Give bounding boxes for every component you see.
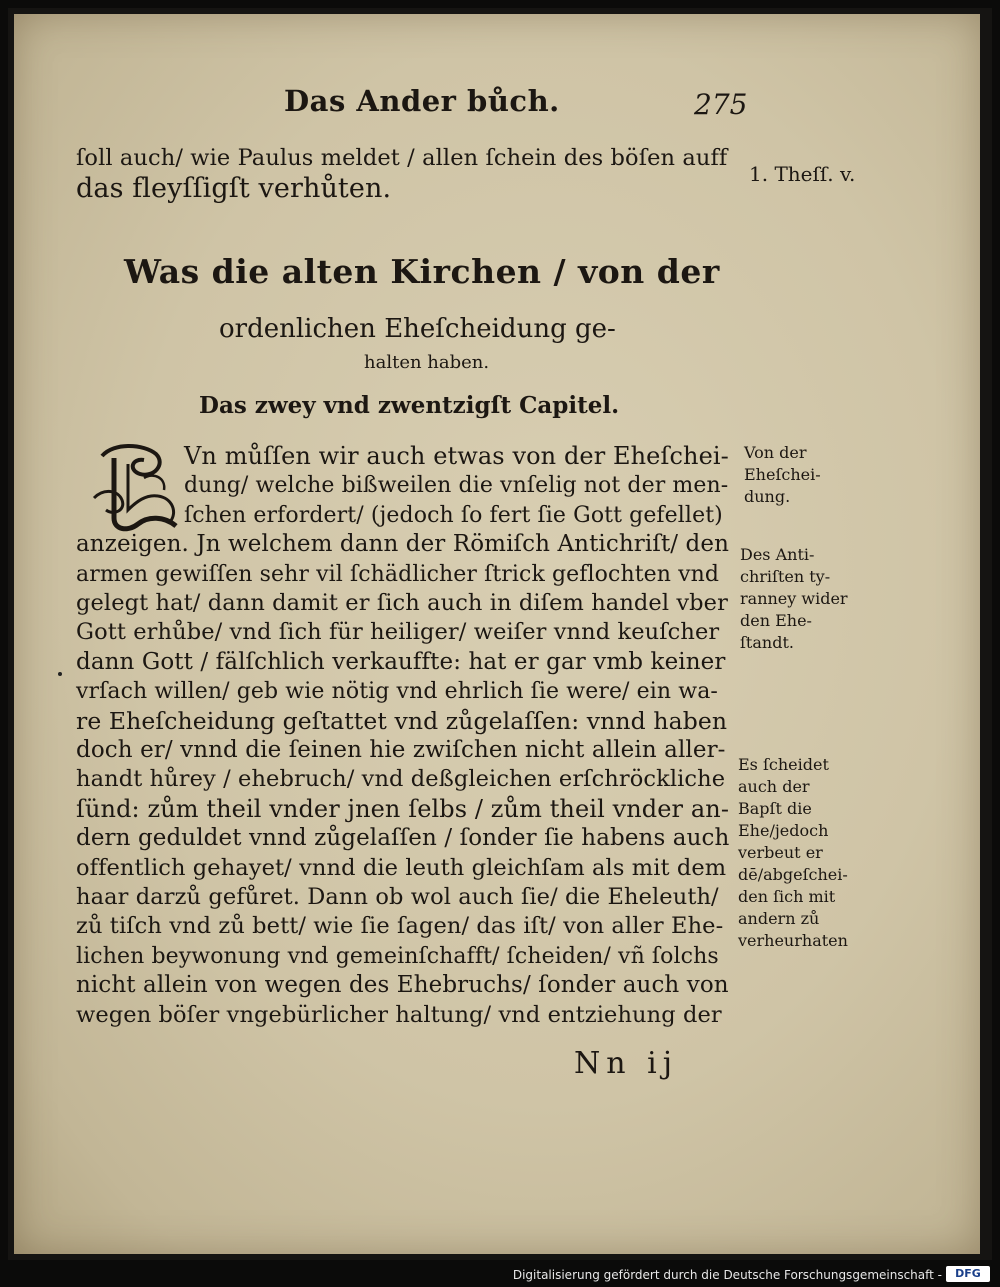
margin-note-line: ranney wider — [740, 589, 848, 608]
dfg-logo-icon: DFG — [946, 1266, 990, 1282]
body-line: dung/ welche bißweilen die vnſelig not der men- — [184, 473, 729, 499]
running-head: Das Ander bůch. — [284, 84, 560, 118]
body-line: haar darzů gefůret. Dann ob wol auch ſie/ die Eheleuth/ — [76, 884, 719, 910]
margin-note-line: auch der — [738, 777, 810, 796]
ink-dot — [58, 672, 62, 676]
margin-reference: 1. Theſſ. v. — [749, 162, 856, 186]
margin-note-pope — [738, 754, 858, 952]
footer-credit: Digitalisierung gefördert durch die Deutsche Forschungsgemeinschaft - — [512, 1268, 942, 1282]
margin-note-line: verbeut er — [738, 843, 823, 862]
section-heading: Was die alten Kirchen / von der — [124, 252, 720, 291]
intro-line: das fleyſſigſt verhůten. — [76, 173, 392, 204]
margin-note-line: chriſten ty- — [740, 567, 831, 586]
signature-mark: Nn ij — [574, 1046, 679, 1081]
body-line: ſchen erfordert/ (jedoch ſo fert ſie Gott gefellet) — [184, 502, 723, 528]
section-heading-line2: ordenlichen Eheſcheidung ge- — [219, 314, 616, 344]
body-line: ſünd: zům theil vnder jnen ſelbs / zům theil vnder an- — [76, 794, 730, 823]
body-line: nicht allein von wegen des Ehebruchs/ ſonder auch von — [76, 972, 729, 999]
body-line: anzeigen. Jn welchem dann der Römiſch Antichriſt/ den — [76, 531, 729, 558]
chapter-title: Das zwey vnd zwentzigſt Capitel. — [199, 392, 620, 419]
margin-note-divorce — [744, 442, 864, 508]
margin-note-line: Bapſt die — [738, 799, 812, 818]
intro-line: ſoll auch/ wie Paulus meldet / allen ſchein des böſen auff — [76, 145, 728, 171]
body-line: gelegt hat/ dann damit er ſich auch in diſem handel vber — [76, 590, 728, 616]
body-line: Gott erhůbe/ vnd ſich für heiliger/ weiſer vnnd keuſcher — [76, 619, 720, 646]
margin-note-line: dē/abgeſchei- — [738, 865, 848, 884]
margin-note-antichrist — [740, 544, 860, 654]
body-line: doch er/ vnnd die ſeinen hie zwiſchen nicht allein aller- — [76, 737, 726, 763]
margin-note-line: verheurhaten — [738, 931, 848, 950]
body-line: vrſach willen/ geb wie nötig vnd ehrlich ſie were/ ein wa- — [76, 679, 718, 705]
margin-note-line: den Ehe- — [740, 611, 812, 630]
body-line: wegen böſer vngebürlicher haltung/ vnd entziehung der — [76, 1001, 722, 1028]
book-page — [14, 14, 980, 1254]
margin-note-line: andern zů — [738, 909, 820, 928]
margin-note-line: ſtandt. — [740, 633, 794, 652]
margin-note-line: Des Anti- — [740, 545, 815, 564]
body-line: armen gewiſſen sehr vil ſchädlicher ſtrick geflochten vnd — [76, 561, 720, 587]
margin-note-line: Eheſchei- — [744, 465, 821, 484]
body-line: offentlich gehayet/ vnnd die leuth gleichſam als mit dem — [76, 854, 727, 881]
body-line: zů tiſch vnd zů bett/ wie ſie ſagen/ das iſt/ von aller Ehe- — [76, 913, 724, 940]
margin-note-line: den ſich mit — [738, 887, 836, 906]
body-line: lichen beywonung vnd gemeinſchafft/ ſcheiden/ vñ ſolchs — [76, 943, 719, 969]
margin-note-line: Ehe/jedoch — [738, 821, 829, 840]
body-line: re Eheſcheidung geſtattet vnd zůgelaſſen: vnnd haben — [76, 706, 728, 735]
body-line: Vn můſſen wir auch etwas von der Eheſchei- — [184, 442, 729, 470]
decorative-initial-icon — [84, 438, 194, 538]
section-heading-line3: halten haben. — [364, 352, 490, 373]
margin-note-line: dung. — [744, 487, 791, 506]
body-line: dern geduldet vnnd zůgelaſſen / ſonder ſie habens auch — [76, 825, 730, 852]
page-number: 275 — [694, 88, 748, 121]
body-line: dann Gott / fälſchlich verkauffte: hat er gar vmb keiner — [76, 648, 726, 675]
margin-note-line: Es ſcheidet — [738, 755, 829, 774]
margin-note-line: Von der — [744, 443, 807, 462]
body-line: handt hůrey / ehebruch/ vnd deßgleichen erſchröckliche — [76, 766, 726, 793]
